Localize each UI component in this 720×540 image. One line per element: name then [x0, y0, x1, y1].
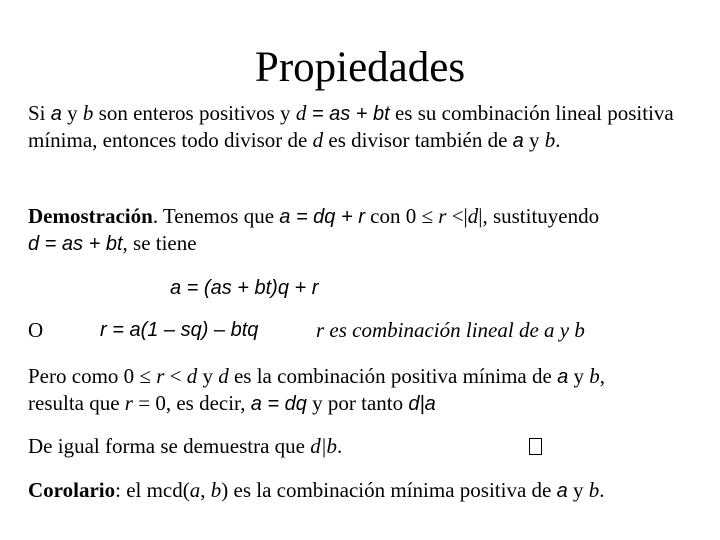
corolario-paragraph: [28, 477, 698, 504]
proof-label: Demostración: [28, 204, 153, 228]
text: es la combinación positiva mínima de: [228, 364, 558, 388]
slide-title: Propiedades: [254, 44, 466, 91]
or-line: [28, 317, 698, 343]
text: con 0 ≤: [364, 204, 439, 228]
divides-expression: d|a: [408, 393, 436, 415]
theorem-paragraph: [28, 100, 698, 154]
equation: a = (as + bt)q + r: [170, 277, 319, 299]
var-d: d: [186, 364, 198, 388]
text: <: [164, 364, 187, 388]
proof-equation: d = as + bt: [28, 233, 123, 255]
var-d: d: [218, 364, 229, 388]
var-b: b: [588, 478, 600, 502]
text: Pero como 0 ≤: [28, 364, 157, 388]
or-note: r es combinación lineal de a y b: [316, 318, 585, 342]
var-r: r: [438, 204, 447, 228]
var-d: d: [312, 128, 324, 152]
text: ,: [599, 364, 605, 388]
var-a: a: [50, 103, 62, 125]
text: : el mcd(: [115, 478, 190, 502]
var-a: a: [556, 480, 568, 502]
text: y: [568, 364, 590, 388]
pero-equation: a = dq: [250, 393, 307, 415]
or-label: O: [28, 318, 44, 342]
theorem-equation: = as + bt: [306, 103, 390, 125]
text: es divisor también de: [323, 128, 513, 152]
igual-paragraph: [28, 433, 698, 459]
corolario-label: Corolario: [28, 478, 116, 502]
text: y: [523, 128, 545, 152]
text: y: [197, 364, 219, 388]
text: <|: [446, 204, 468, 228]
var-d: d: [467, 204, 479, 228]
text: Si: [28, 101, 51, 125]
text: y por tanto: [306, 391, 409, 415]
text: resulta que: [28, 391, 125, 415]
or-equation: r = a(1 – sq) – btq: [100, 319, 259, 341]
var-b: b: [82, 101, 94, 125]
qed-box-icon: [529, 438, 542, 455]
text: ) es la combinación mínima positiva de: [221, 478, 557, 502]
text: y: [61, 101, 83, 125]
text: ,: [200, 478, 211, 502]
text: De igual forma se demuestra que: [28, 434, 311, 458]
var-a: a: [189, 478, 201, 502]
pero-paragraph: [28, 363, 698, 417]
text: .: [599, 478, 605, 502]
var-b: b: [210, 478, 222, 502]
var-r: r: [156, 364, 165, 388]
divides-expression: d|b: [310, 434, 338, 458]
text: . Tenemos que: [152, 204, 280, 228]
text: = 0, es decir,: [132, 391, 251, 415]
var-a: a: [512, 130, 524, 152]
proof-paragraph: [28, 203, 698, 257]
text: .: [555, 128, 561, 152]
var-r: r: [124, 391, 133, 415]
proof-equation: a = dq + r: [279, 206, 365, 228]
var-d: d: [295, 101, 307, 125]
var-b: b: [544, 128, 556, 152]
text: es su combinación lineal positiva mínima, entonces todo divisor de: [28, 101, 674, 152]
var-a: a: [557, 366, 569, 388]
text: , se tiene: [122, 231, 197, 255]
text: |, sustituyendo: [478, 204, 600, 228]
substitution-equation: [170, 274, 570, 301]
text: .: [337, 434, 343, 458]
text: y: [567, 478, 589, 502]
var-b: b: [589, 364, 600, 388]
text: son enteros positivos y: [93, 101, 296, 125]
